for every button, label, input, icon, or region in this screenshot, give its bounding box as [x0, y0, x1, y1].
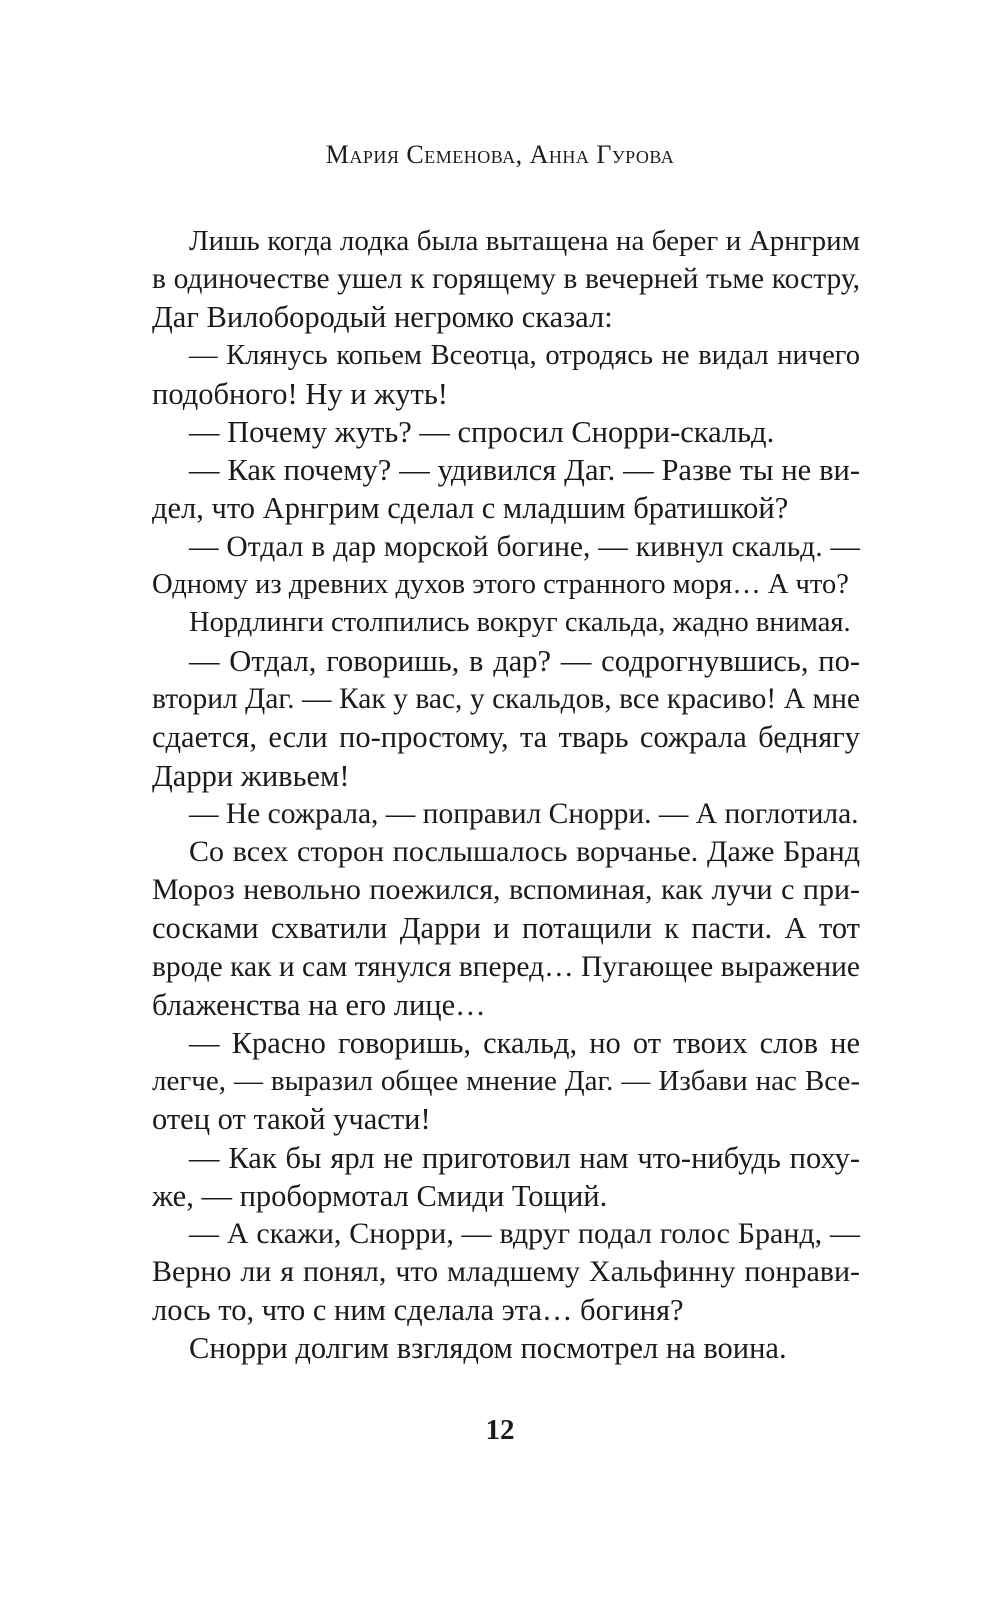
text-line: вроде как и сам тянулся вперед… Пугающее выражение: [152, 950, 860, 983]
text-line: сдается, если по-простому, та тварь сожрала беднягу: [152, 720, 860, 755]
text-line: Со всех сторон послышалось ворчанье. Даже Бранд: [189, 835, 860, 868]
text-line: — Как бы ярл не приготовил нам что-нибудь поху-: [189, 1140, 860, 1175]
text-line: легче, — выразил общее мнение Даг. — Избави нас Все-: [152, 1065, 860, 1098]
text-line: блаженства на его лице…: [152, 987, 486, 1022]
text-line: Лишь когда лодка была вытащена на берег и Арнгрим: [189, 225, 860, 257]
text-line: Снорри долгим взглядом посмотрел на воина.: [189, 1331, 787, 1366]
text-line: лось то, что с ним сделала эта… богиня?: [152, 1293, 684, 1328]
text-line: вторил Даг. — Как у вас, у скальдов, все красиво! А мне: [152, 683, 860, 716]
text-line: отец от такой участи!: [152, 1102, 431, 1137]
text-line: сосками схватили Дарри и потащили к пасти. А тот: [152, 911, 860, 946]
text-line: Верно ли я понял, что младшему Хальфинну понрави-: [152, 1255, 860, 1289]
text-line: — Как почему? — удивился Даг. — Разве ты не ви-: [189, 453, 860, 488]
text-line: Дарри живьем!: [152, 758, 350, 793]
body-text: [152, 222, 860, 1368]
text-line: в одиночестве ушел к горящему в вечерней тьме костру,: [152, 263, 860, 296]
text-line: Даг Вилобородый негромко сказал:: [152, 300, 613, 335]
text-line: подобного! Ну и жуть!: [152, 376, 448, 411]
text-line: — Почему жуть? — спросил Снорри-скальд.: [189, 414, 775, 449]
text-line: — Клянусь копьем Всеотца, отродясь не видал ничего: [189, 339, 860, 371]
page-number: 12: [485, 1414, 515, 1446]
text-line: — А скажи, Снорри, — вдруг подал голос Бранд, —: [189, 1216, 860, 1250]
text-line: же, — пробормотал Смиди Тощий.: [152, 1178, 608, 1213]
text-line: — Красно говоришь, скальд, но от твоих слов не: [189, 1025, 860, 1060]
text-line: — Не сожрала, — поправил Снорри. — А поглотила.: [189, 797, 859, 830]
text-line: Нордлинги столпились вокруг скальда, жадно внимая.: [189, 606, 851, 638]
text-line: — Отдал, говоришь, в дар? — содрогнувшись, по-: [189, 644, 860, 679]
text-line: дел, что Арнгрим сделал с младшим братишкой?: [152, 491, 789, 526]
text-line: — Отдал в дар морской богине, — кивнул скальд. —: [189, 530, 860, 563]
running-header: Мария Семенова, Анна Гурова: [325, 140, 675, 169]
text-line: Мороз невольно поежился, вспоминая, как лучи с при-: [152, 873, 860, 907]
text-line: Одному из древних духов этого странного моря… А что?: [152, 568, 849, 600]
